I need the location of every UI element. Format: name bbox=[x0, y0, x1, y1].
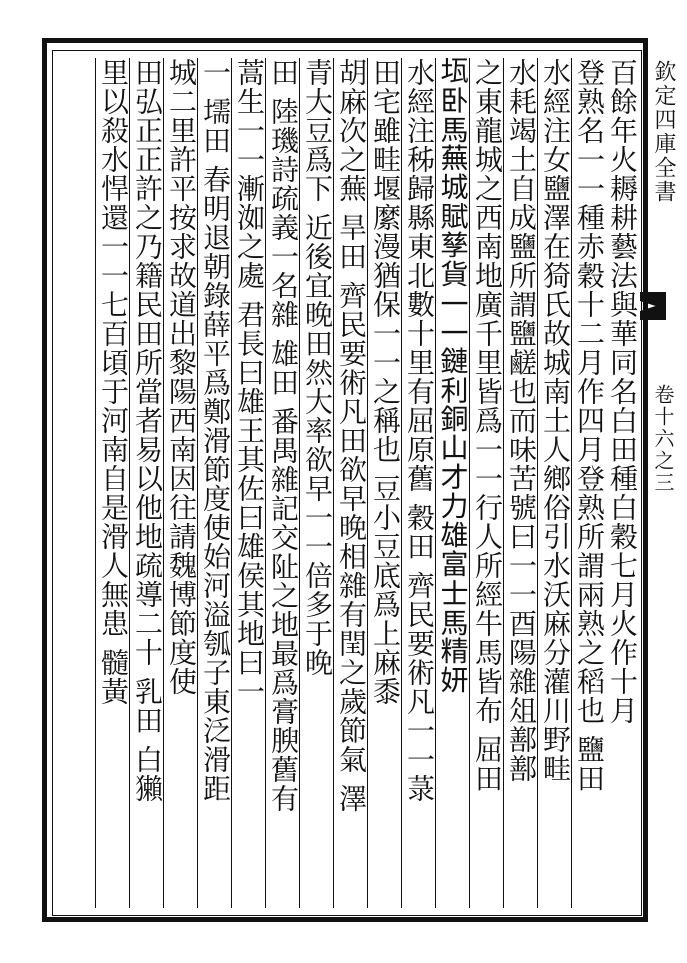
text-column bbox=[95, 58, 129, 908]
text-column bbox=[299, 58, 333, 908]
text-column bbox=[367, 58, 401, 908]
text-column bbox=[571, 58, 605, 908]
text-column bbox=[333, 58, 367, 908]
column-text: 城二里許平按求故道出黎陽西南因往請魏博節度使 bbox=[165, 58, 198, 696]
text-column bbox=[605, 58, 639, 908]
text-column bbox=[537, 58, 571, 908]
margin-volume-label: 卷十六之三 bbox=[651, 384, 675, 494]
column-text: 一 壖田 春明退朝錄薛平爲鄭滑節度使始河溢瓠子東泛滑距 bbox=[199, 58, 232, 803]
column-text: 田宅雖畦堰縻漫猶保一一之稱也 豆小豆底爲上麻黍 bbox=[369, 58, 402, 706]
column-text: 𤬪卧馬蕪城賦孳貨一一鏈利銅山才力雄富士馬精妍 bbox=[437, 58, 470, 696]
text-column bbox=[401, 58, 435, 908]
text-column bbox=[231, 58, 265, 908]
column-text: 胡麻次之蕪 旱田 齊民要術凡田欲早晚相雜有閏之歲節氣 澤 bbox=[335, 58, 368, 813]
column-text: 蒿生一一漸洳之處 君長曰雄王其佐曰雄侯其地曰一 bbox=[233, 58, 266, 706]
column-text: 青大豆爲下 近後宜晚田然大率欲早一一倍多于晚 bbox=[301, 58, 334, 677]
text-column bbox=[265, 58, 299, 908]
column-text: 之東龍城之西南地廣千里皆爲一一行人所經牛馬皆布 屈田 bbox=[471, 58, 504, 793]
text-column bbox=[469, 58, 503, 908]
column-text: 里以殺水悍還一一七百頃于河南自是滑人無患 髓黃 bbox=[97, 58, 130, 706]
column-text: 水經注秭歸縣東北數十里有屈原舊 穀田 齊民要術凡一一菉 bbox=[403, 58, 436, 803]
text-column bbox=[163, 58, 197, 908]
text-column bbox=[435, 58, 469, 908]
column-text: 百餘年火耨耕藝法與華同名白田種白穀七月火作十月 bbox=[606, 58, 639, 725]
column-text: 水經注女鹽澤在猗氏故城南土人鄉俗引水沃麻分灌川野畦 bbox=[539, 58, 572, 783]
column-text: 田 陸璣詩疏義一名雜 雄田 番禺雜記交阯之地最爲膏腴舊有 bbox=[267, 58, 300, 813]
margin-book-title: 欽定四庫全書 bbox=[651, 60, 676, 204]
column-text: 登熟名一一種赤穀十二月作四月登熟所謂兩熟之稻也 鹽田 bbox=[573, 58, 606, 793]
column-text: 田弘正正許之乃籍民田所當者易以他地疏導二十 乳田 白獺 bbox=[131, 58, 164, 803]
text-column bbox=[503, 58, 537, 908]
column-text: 水耗竭土自成鹽所謂鹽鹺也而味苦號曰一一酉陽雜俎鄯鄯 bbox=[505, 58, 538, 783]
text-column bbox=[129, 58, 163, 908]
text-column bbox=[197, 58, 231, 908]
